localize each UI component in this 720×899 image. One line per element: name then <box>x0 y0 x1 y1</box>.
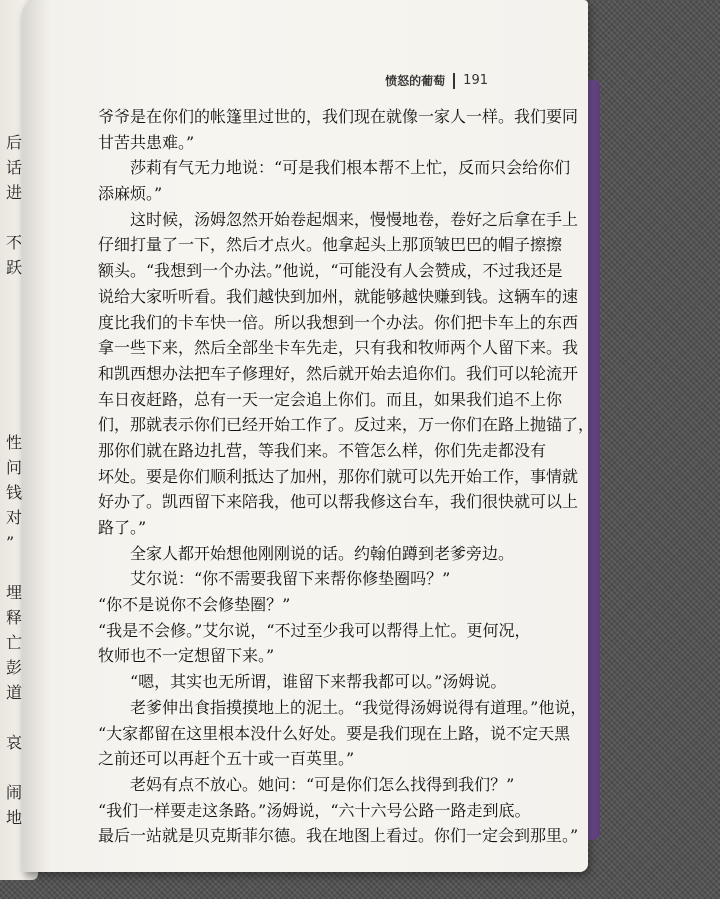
page-number: 191 <box>463 73 488 88</box>
text-line: “我们一样要走这条路。”汤姆说，“六十六号公路一路走到底。 <box>98 800 531 820</box>
text-line: 仔细打量了一下，然后才点火。他拿起头上那顶皱巴巴的帽子擦擦 <box>98 235 563 255</box>
left-edge-char: 进 <box>6 183 23 202</box>
left-edge-char: 不 <box>6 233 23 252</box>
left-edge-char: 跃 <box>6 258 23 277</box>
text-line: 爷爷是在你们的帐篷里过世的，我们现在就像一家人一样。我们要同 <box>98 107 579 126</box>
left-edge-char: 问 <box>6 458 23 477</box>
text-line: 车日夜赶路，总有一天一定会追上你们。而且，如果我们追不上你 <box>98 389 563 409</box>
text-line: 和凯西想办法把车子修理好，然后就开始去追你们。我们可以轮流开 <box>98 363 579 383</box>
text-line: “你不是说你不会修垫圈？” <box>98 595 291 615</box>
text-line: 全家人都开始想他刚刚说的话。约翰伯蹲到老爹旁边。 <box>130 543 515 563</box>
text-line: 莎莉有气无力地说：“可是我们根本帮不上忙，反而只会给你们 <box>130 158 571 178</box>
text-line: 拿一些下来，然后全部坐卡车先走，只有我和牧师两个人留下来。我 <box>98 338 579 358</box>
text-line: 艾尔说：“你不需要我留下来帮你修垫圈吗？” <box>130 569 451 589</box>
body-text <box>98 104 595 849</box>
text-line: 额头。“我想到一个办法。”他说，“可能没有人会赞成，不过我还是 <box>98 261 563 281</box>
right-page <box>22 0 595 872</box>
text-line: 老妈有点不放心。她问：“可是你们怎么找得到我们？” <box>130 774 515 794</box>
left-edge-char: 地 <box>6 808 23 827</box>
left-edge-char: 话 <box>6 158 23 177</box>
header-divider <box>453 73 455 89</box>
left-edge-char: 性 <box>6 433 23 452</box>
left-edge-char: ” <box>6 533 15 552</box>
left-edge-char: 彭 <box>6 658 23 677</box>
left-edge-char: 闹 <box>6 783 23 802</box>
text-line: 添麻烦。” <box>98 184 163 204</box>
text-line: 们，那就表示你们已经开始工作了。反过来，万一你们在路上抛锚了， <box>98 415 595 435</box>
chapter-title: 愤怒的葡萄 <box>385 74 446 88</box>
text-line: 路了。” <box>98 518 147 537</box>
text-line: 好办了。凯西留下来陪我，他可以帮我修这台车，我们很快就可以上 <box>98 492 579 512</box>
text-line: “嗯，其实也无所谓，谁留下来帮我都可以。”汤姆说。 <box>130 672 507 692</box>
text-line: 老爹伸出食指摸摸地上的泥土。“我觉得汤姆说得有道理。”他说， <box>130 697 587 717</box>
text-line: 牧师也不一定想留下来。” <box>98 646 275 666</box>
left-edge-char: 亡 <box>6 633 23 652</box>
left-edge-char: 哀 <box>6 733 23 752</box>
text-line: 说给大家听听看。我们越快到加州，就能够越快赚到钱。这辆车的速 <box>98 286 579 306</box>
left-edge-char: 后 <box>6 133 23 152</box>
text-line: 甘苦共患难。” <box>98 132 195 152</box>
text-line: 最后一站就是贝克斯菲尔德。我在地图上看过。你们一定会到那里。” <box>98 826 579 846</box>
left-edge-char: 钱 <box>6 483 23 502</box>
text-line: 之前还可以再赶个五十或一百英里。” <box>98 749 355 769</box>
left-edge-char: 埋 <box>6 583 23 602</box>
running-header <box>385 72 488 89</box>
left-edge-char: 对 <box>6 508 23 527</box>
text-line: “大家都留在这里根本没什么好处。要是我们现在上路，说不定天黑 <box>98 723 571 743</box>
text-line: “我是不会修。”艾尔说，“不过至少我可以帮得上忙。更何况， <box>98 620 531 640</box>
text-line: 坏处。要是你们顺利抵达了加州，那你们就可以先开始工作，事情就 <box>98 466 579 486</box>
left-edge-char: 释 <box>6 608 23 627</box>
text-line: 度比我们的卡车快一倍。所以我想到一个办法。你们把卡车上的东西 <box>98 312 579 332</box>
text-line: 这时候，汤姆忽然开始卷起烟来，慢慢地卷，卷好之后拿在手上 <box>130 209 579 229</box>
text-line: 那你们就在路边扎营，等我们来。不管怎么样，你们先走都没有 <box>98 440 547 460</box>
left-edge-char: 道 <box>6 683 23 702</box>
